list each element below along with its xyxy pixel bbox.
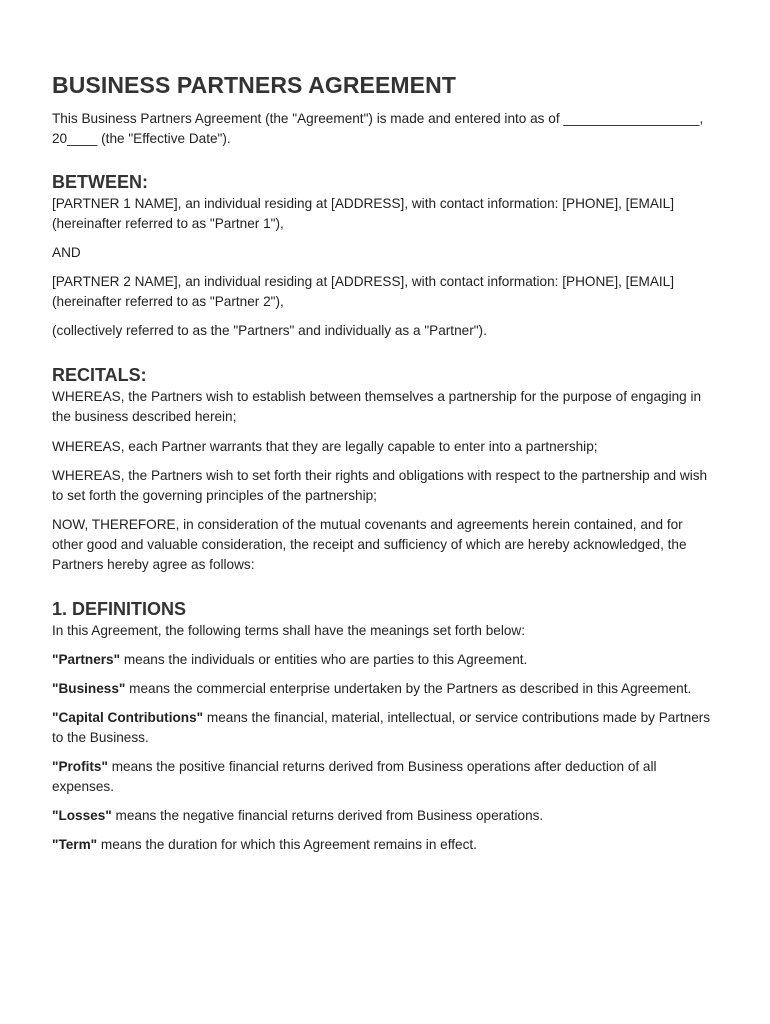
definitions-heading: 1. DEFINITIONS: [52, 599, 187, 619]
definition-text: means the duration for which this Agreement remains in effect.: [97, 837, 477, 852]
partner1-paragraph: [PARTNER 1 NAME], an individual residing at [ADDRESS], with contact information: [PHONE], [EMAIL] (hereinafter referred to as "Partner 1"),: [52, 196, 675, 231]
definition-item: [52, 650, 717, 670]
recitals-heading: RECITALS:: [52, 365, 147, 385]
definition-term: "Profits": [52, 759, 108, 774]
document-page: [52, 70, 717, 864]
recital-item: NOW, THEREFORE, in consideration of the mutual covenants and agreements herein contained, and for other good and valuable consideration, the receipt and sufficiency of which are hereby acknowledged, the Partners hereby agree as follows:: [52, 517, 687, 572]
definition-item: [52, 708, 717, 748]
definition-term: "Partners": [52, 652, 121, 667]
recital-item: WHEREAS, each Partner warrants that they are legally capable to enter into a partnership;: [52, 439, 598, 454]
definition-item: [52, 679, 717, 699]
definition-term: "Business": [52, 681, 126, 696]
definition-term: "Losses": [52, 808, 112, 823]
recital-item: WHEREAS, the Partners wish to set forth their rights and obligations with respect to the partnership and wish to set forth the governing principles of the partnership;: [52, 468, 708, 503]
definition-text: means the financial, material, intellectual, or service contributions made by Partners to the Business.: [52, 710, 711, 745]
definition-text: means the positive financial returns derived from Business operations after deduction of all expenses.: [52, 759, 657, 794]
definition-item: [52, 835, 717, 855]
definition-text: means the negative financial returns derived from Business operations.: [111, 808, 544, 823]
and-paragraph: AND: [52, 245, 81, 260]
intro-paragraph: This Business Partners Agreement (the "Agreement") is made and entered into as of __________________, 20____ (the "Effective Date").: [52, 111, 704, 146]
document-title: BUSINESS PARTNERS AGREEMENT: [52, 72, 456, 98]
between-heading: BETWEEN:: [52, 172, 148, 192]
collective-paragraph: (collectively referred to as the "Partners" and individually as a "Partner").: [52, 323, 487, 338]
definitions-intro: In this Agreement, the following terms shall have the meanings set forth below:: [52, 623, 526, 638]
definition-item: [52, 757, 717, 797]
definition-text: means the individuals or entities who are parties to this Agreement.: [120, 652, 528, 667]
partner2-paragraph: [PARTNER 2 NAME], an individual residing at [ADDRESS], with contact information: [PHONE], [EMAIL] (hereinafter referred to as "Partner 2"),: [52, 274, 675, 309]
recital-item: WHEREAS, the Partners wish to establish between themselves a partnership for the purpose of engaging in the business described herein;: [52, 389, 702, 424]
definition-term: "Capital Contributions": [52, 710, 204, 725]
definition-term: "Term": [52, 837, 98, 852]
definition-text: means the commercial enterprise undertaken by the Partners as described in this Agreement.: [125, 681, 692, 696]
definition-item: [52, 806, 717, 826]
